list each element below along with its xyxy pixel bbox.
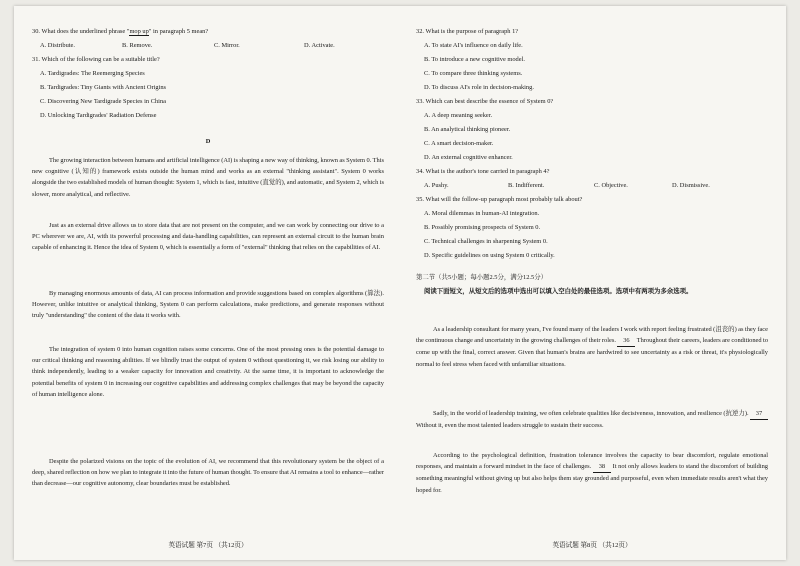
question-32: 32. What is the purpose of paragraph 1? — [416, 28, 519, 35]
q35-option-a[interactable]: A. Moral dilemmas in human-AI integration. — [424, 210, 540, 217]
q30-option-d[interactable]: D. Activate. — [304, 42, 335, 49]
passage-paragraph-4: The integration of system 0 into human cognition raises some concerns. One of the most pressing ones is the potential damage to our critical thinking and reasoning abilities. If we blindly trust the output of system 0 without questioning it, we risk losing our ability to think independently, leading to a weaker capacity for innovation and creativity. At the same time, it is important to acknowledge the potential benefits of system 0 in increasing our cognitive capabilities and addressing complex challenges that may be beyond the capacity of human intelligence alone. — [32, 346, 384, 398]
passage-paragraph-3: By managing enormous amounts of data, AI can process information and provide suggestions based on complex algorithms (算法). However, unlike intuitive or analytical thinking, System 0 can perform calculations, make predictions, and generate responses without truly "understanding" the content of the data it works with. — [32, 290, 384, 320]
q35-option-b[interactable]: B. Possibly promising prospects of System 0. — [424, 224, 541, 231]
q35-option-d[interactable]: D. Specific guidelines on using System 0 critically. — [424, 252, 555, 259]
blank-38[interactable]: 38 — [593, 461, 611, 473]
question-35: 35. What will the follow-up paragraph most probably talk about? — [416, 196, 583, 203]
q31-option-a[interactable]: A. Tardigrades: The Reemerging Species — [40, 70, 145, 77]
cloze-paragraph-2: Sadly, in the world of leadership training, we often celebrate qualities like decisiveness, innovation, and resilience (抗逆力). 37 Without it, even the most talented leaders struggle to sustain their success. — [416, 408, 768, 431]
section-2-heading: 第二节（共5小题；每小题2.5分，满分12.5分） — [416, 274, 548, 281]
page-footer-left: 英语试题 第7页 （共12页） — [168, 542, 248, 549]
cloze-paragraph-1: As a leadership consultant for many years, I've found many of the leaders I work with report feeling frustrated (沮丧的) as they face the continuous change and uncertainty in the growing challenges of their roles. 36 Throughout their careers, leaders are conditioned to come up with the final, correct answer. Given that human's brains are hardwired to see uncertainty as a risk or threat, it's physiologically normal to feel stress when faced with unfamiliar situations. — [416, 326, 769, 368]
q30-option-c[interactable]: C. Mirror. — [214, 42, 240, 49]
q30-option-b[interactable]: B. Remove. — [122, 42, 153, 49]
q31-option-c[interactable]: C. Discovering New Tardigrade Species in China — [40, 98, 166, 105]
question-31: 31. Which of the following can be a suitable title? — [32, 56, 160, 63]
q33-option-d[interactable]: D. An external cognitive enhancer. — [424, 154, 513, 161]
passage-paragraph-1: The growing interaction between humans and artificial intelligence (AI) is shaping a new way of thinking, known as System 0. This new cognitive (认知的) framework exists outside the human mind and works as an external "thinking assistant". System 0 works alongside the two established models of human thought: System 1, which is fast, intuitive (直觉的), and automatic, and System 2, which is slower, more analytical, and reflective. — [32, 157, 384, 198]
exam-sheet — [14, 6, 786, 560]
q33-option-c[interactable]: C. A smart decision-maker. — [424, 140, 494, 147]
passage-paragraph-5: Despite the polarized visions on the topic of the evolution of AI, we recommend that this revolutionary system be the object of a deep, shared reflection on how we plan to integrate it into the future of human thought. To ensure that AI remains a tool to enhance—rather than decrease—our cognitive autonomy, clear boundaries must be established. — [32, 458, 384, 488]
q30-option-a[interactable]: A. Distribute. — [40, 42, 75, 49]
section-2-instruction: 阅读下面短文，从短文后的选项中选出可以填入空白处的最佳选项。选项中有两项为多余选项。 — [424, 288, 693, 295]
q33-option-b[interactable]: B. An analytical thinking pioneer. — [424, 126, 511, 133]
q31-option-d[interactable]: D. Unlocking Tardigrades' Radiation Defense — [40, 112, 157, 119]
q32-option-b[interactable]: B. To introduce a new cognitive model. — [424, 56, 525, 63]
underlined-phrase: mop up — [129, 28, 149, 35]
q35-option-c[interactable]: C. Technical challenges in sharpening System 0. — [424, 238, 548, 245]
question-34: 34. What is the author's tone carried in paragraph 4? — [416, 168, 550, 175]
blank-36[interactable]: 36 — [617, 335, 635, 347]
q32-option-a[interactable]: A. To state AI's influence on daily life. — [424, 42, 523, 49]
passage-paragraph-2: Just as an external drive allows us to store data that are not present on the computer, and we can work by connecting our drive to a PC wherever we are, AI, with its powerful processing and data-handling capabilities, can represent an external circuit to the human brain capable of enhancing it. Hence the idea of System 0, which is essentially a form of "external" thinking that relies on the capabilities of AI. — [32, 222, 384, 252]
page-footer-right: 英语试题 第8页 （共12页） — [552, 542, 632, 549]
question-30: 30. What does the underlined phrase "mop up" in paragraph 5 mean? — [32, 28, 209, 35]
q32-option-c[interactable]: C. To compare three thinking systems. — [424, 70, 523, 77]
q32-option-d[interactable]: D. To discuss AI's role in decision-making. — [424, 84, 534, 91]
section-d-heading: D — [205, 138, 211, 145]
q33-option-a[interactable]: A. A deep meaning seeker. — [424, 112, 493, 119]
blank-37[interactable]: 37 — [750, 408, 768, 420]
q34-option-a[interactable]: A. Pushy. — [424, 182, 449, 189]
q31-option-b[interactable]: B. Tardigrades: Tiny Giants with Ancient Origins — [40, 84, 167, 91]
question-33: 33. Which can best describe the essence of System 0? — [416, 98, 554, 105]
q34-option-d[interactable]: D. Dismissive. — [672, 182, 710, 189]
q34-option-b[interactable]: B. Indifferent. — [508, 182, 545, 189]
q34-option-c[interactable]: C. Objective. — [594, 182, 628, 189]
cloze-paragraph-3: According to the psychological definition, frustration tolerance involves the capacity to bear discomfort, regulate emotional responses, and maintain a forward mindset in the face of challenges. 38 It not only allows leaders to stand the discomfort of building something meaningful without giving up but also helps them stay grounded and purposeful, even when immediate results aren't what they hoped for. — [416, 452, 768, 494]
